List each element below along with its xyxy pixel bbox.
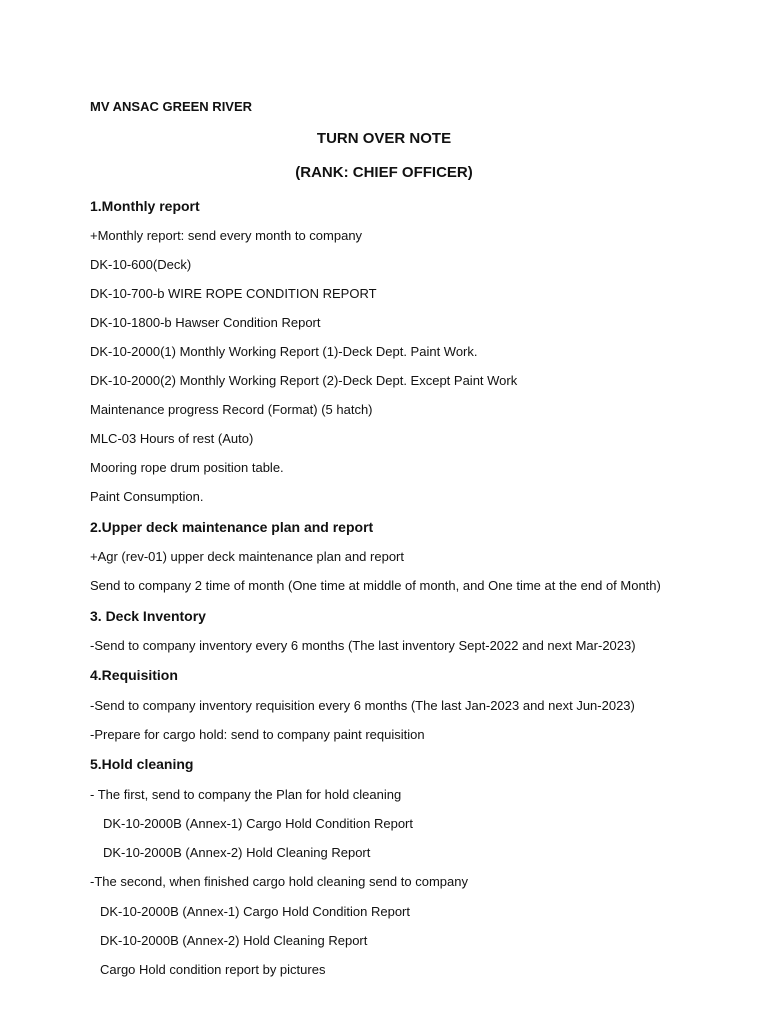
list-item: DK-10-1800-b Hawser Condition Report	[90, 315, 321, 330]
list-item: +Monthly report: send every month to company	[90, 228, 363, 243]
list-item: DK-10-2000B (Annex-1) Cargo Hold Condition Report	[100, 904, 410, 919]
list-item: -Prepare for cargo hold: send to company paint requisition	[90, 727, 425, 742]
list-item: DK-10-2000B (Annex-2) Hold Cleaning Report	[100, 933, 368, 948]
rank-subtitle: (RANK: CHIEF OFFICER)	[295, 164, 473, 181]
list-item: DK-10-2000B (Annex-2) Hold Cleaning Report	[103, 845, 371, 860]
section-heading-monthly-report: 1.Monthly report	[90, 198, 200, 214]
list-item: DK-10-2000B (Annex-1) Cargo Hold Condition Report	[103, 816, 413, 831]
list-item: DK-10-600(Deck)	[90, 257, 192, 272]
list-item: DK-10-2000(1) Monthly Working Report (1)-Deck Dept. Paint Work.	[90, 344, 478, 359]
list-item: -Send to company inventory every 6 months (The last inventory Sept-2022 and next Mar-2023)	[90, 638, 636, 653]
list-item: -Send to company inventory requisition every 6 months (The last Jan-2023 and next Jun-2023)	[90, 698, 635, 713]
section-heading-deck-inventory: 3. Deck Inventory	[90, 608, 206, 624]
section-heading-hold-cleaning: 5.Hold cleaning	[90, 756, 194, 772]
section-heading-upper-deck: 2.Upper deck maintenance plan and report	[90, 519, 374, 535]
list-item: Mooring rope drum position table.	[90, 460, 284, 475]
list-item: DK-10-700-b WIRE ROPE CONDITION REPORT	[90, 286, 377, 301]
list-item: Maintenance progress Record (Format) (5 hatch)	[90, 402, 373, 417]
list-item: - The first, send to company the Plan for hold cleaning	[90, 787, 402, 802]
section-heading-requisition: 4.Requisition	[90, 667, 178, 683]
list-item: +Agr (rev-01) upper deck maintenance plan and report	[90, 549, 404, 564]
list-item: MLC-03 Hours of rest (Auto)	[90, 431, 254, 446]
list-item: DK-10-2000(2) Monthly Working Report (2)-Deck Dept. Except Paint Work	[90, 373, 518, 388]
vessel-name: MV ANSAC GREEN RIVER	[90, 99, 253, 114]
list-item: Send to company 2 time of month (One time at middle of month, and One time at the end of Month)	[90, 578, 661, 593]
list-item: -The second, when finished cargo hold cleaning send to company	[90, 874, 468, 889]
list-item: Cargo Hold condition report by pictures	[100, 962, 326, 977]
list-item: Paint Consumption.	[90, 489, 204, 504]
document-title: TURN OVER NOTE	[316, 130, 452, 147]
